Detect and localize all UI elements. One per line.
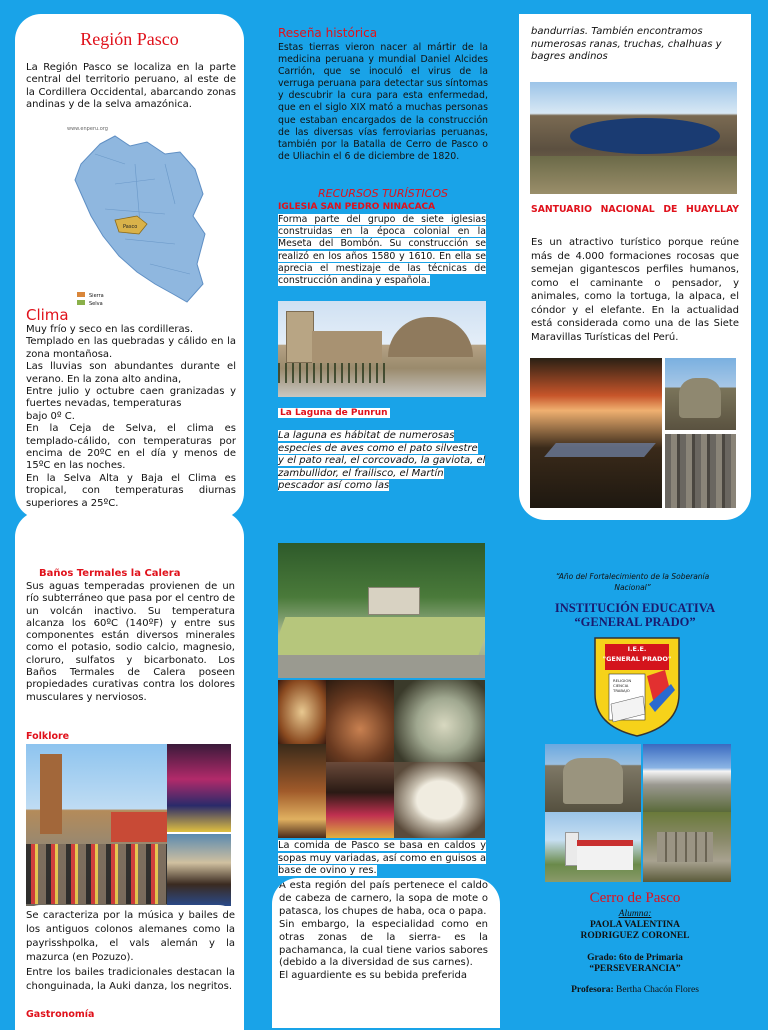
- folklore-dancers-photo-1: [167, 744, 231, 832]
- map-site-label: www.enperu.org: [67, 126, 108, 132]
- alumna-label: Alumna:: [618, 909, 652, 919]
- laguna-title: La Laguna de Punrun: [280, 408, 388, 418]
- food-photo-3: [394, 680, 485, 762]
- cover-mountain-photo: [643, 744, 731, 812]
- laguna-continued-text: bandurrias. También encontramos numerosas ranas, truchas, chalhuas y bagres andinos: [531, 26, 722, 62]
- profesora-label: Profesora:: [571, 985, 614, 996]
- laguna-text: La laguna es hábitat de numerosas especies de aves como el pato silvestre y el pato real, el corcovado, la gaviota, el zambullidor, el frailisco, el Martín pescador así como las: [278, 430, 486, 492]
- school-name-2: “GENERAL PRADO”: [574, 615, 696, 629]
- banos-text: Sus aguas temperadas provienen de un río subterráneo que pasa por el centro de un volcán inactivo. Su temperatura alcanza los 60ºC (140ºF) y entre sus componentes están diversos minerales como el potasio, sodio calcio, magnesio, cloruro, sulfatos y bicarbonato. Los Baños Termales de Calera poseen propiedades curativas contra los dolores musculares y nerviosos.: [26, 581, 235, 703]
- banos-panel: [15, 511, 244, 941]
- iglesia-text: Forma parte del grupo de siete iglesias construidas en la época colonial en la Meseta del Bombón. Su construcción se realizó en los años 1580 y 1610. En ella se aprecia el mestizaje de las técnicas de construcción andina y española.: [278, 214, 486, 287]
- food-photo-2: [326, 680, 394, 762]
- huayllay-sunset-photo: [530, 358, 662, 508]
- school-name-1: INSTITUCIÓN EDUCATIVA: [554, 601, 716, 615]
- shield-top-label: I.E.E.: [627, 645, 647, 653]
- huayllay-text: Es un atractivo turístico porque reúne más de 4.000 formaciones rocosas que semejan gigantescos perfiles humanos, como el caminante o pensador, y animales, como la tortuga, la alpaca, el cóndor y el elefante. En la actualidad está considerada como una de las Siete Maravillas Turísticas del Perú.: [531, 237, 739, 343]
- region-pasco-panel: [15, 14, 244, 519]
- peru-map: [55, 124, 215, 314]
- folklore-text-2: Entre los bailes tradicionales destacan la chonguinada, la Auki danza, los negritos.: [26, 967, 235, 992]
- iglesia-title: IGLESIA SAN PEDRO NINACACA: [278, 202, 436, 212]
- clima-text: [26, 324, 236, 510]
- folklore-dancers-photo-2: [167, 834, 231, 906]
- shield-name-label: "GENERAL PRADO": [602, 655, 672, 663]
- cover-rock-photo: [545, 744, 641, 812]
- motto: “Año del Fortalecimiento de la Soberanía Nacional”: [555, 572, 710, 592]
- gastro-para-3: Sin embargo, la especialidad como en otras zonas de la sierra- es la pachamanca, la cual tiene varios sabores (debido a la diversidad de sus carnes).: [279, 918, 488, 969]
- food-photo-people: [326, 762, 394, 838]
- map-pasco-label: Pasco: [123, 224, 138, 230]
- alumna-name-2: RODRIGUEZ CORONEL: [580, 931, 690, 942]
- gastro-para-1: La comida de Pasco se basa en caldos y sopas muy variadas, así como en guisos a base de ovino y res.: [278, 840, 486, 877]
- region-intro: La Región Pasco se localiza en la parte central del territorio peruano, al este de la Cordillera Occidental, abarcando zonas andinas y de la selva amazónica.: [26, 62, 236, 111]
- seccion: “PERSEVERANCIA”: [589, 963, 681, 974]
- clima-line: bajo 0º C.: [26, 410, 75, 422]
- gastro-para-2: A esta región del país pertenece el caldo de cabeza de carnero, la sopa de mote o patasca, los chupes de haba, oca o papa.: [279, 880, 488, 917]
- laguna-photo: [530, 82, 737, 194]
- huayllay-panel: [519, 14, 751, 520]
- food-photo-4: [278, 744, 326, 838]
- folklore-panel: [15, 905, 244, 1030]
- food-photo-1: [278, 680, 326, 744]
- grado: Grado: 6to de Primaria: [587, 952, 683, 963]
- gastronomia-title: Gastronomía: [26, 1009, 95, 1020]
- legend-selva: Selva: [89, 301, 103, 307]
- legend-sierra: Sierra: [89, 293, 104, 299]
- iglesia-photo: [278, 301, 486, 397]
- clima-line: Entre julio y octubre caen granizadas y fuertes nevadas, temperaturas: [26, 386, 236, 410]
- huayllay-title: SANTUARIO NACIONAL DE HUAYLLAY: [531, 204, 739, 215]
- gastro-para-4: El aguardiente es su bebida preferida: [279, 970, 467, 982]
- gastronomia-panel: [272, 878, 500, 1028]
- food-photo-soup: [394, 762, 485, 838]
- cover-church-photo: [545, 812, 641, 882]
- resena-block: [278, 26, 488, 163]
- peru-map-icon: [55, 124, 215, 314]
- clima-line: Templado en las quebradas y cálido en la zona montañosa.: [26, 336, 236, 360]
- resena-title: Reseña histórica: [278, 26, 378, 40]
- gastronomia-text-2: [279, 880, 488, 983]
- gastronomia-text: [278, 840, 486, 878]
- school-shield: [591, 634, 683, 738]
- folklore-parade-photo: [26, 744, 167, 906]
- clima-line: Las lluvias son abundantes durante el verano. En la zona alto andina,: [26, 361, 236, 385]
- stone-forest-photo-2: [665, 434, 736, 508]
- banos-title: Baños Termales la Calera: [39, 568, 181, 579]
- folklore-title: Folklore: [26, 731, 70, 742]
- profesora-name: Bertha Chacón Flores: [616, 985, 699, 996]
- clima-line: En la Ceja de Selva, el clima es templado-cálido, con temperaturas por encima de 20ºC en el día y menos de 15ºC en las noches.: [26, 423, 236, 472]
- clima-line: En la Selva Alta y Baja el Clima es tropical, con temperaturas diurnas superiores a 25ºC.: [26, 472, 236, 509]
- cover-ruins-photo: [643, 812, 731, 882]
- student-block: [520, 909, 750, 996]
- alumna-name-1: PAOLA VALENTINA: [589, 920, 680, 931]
- shield-book-label: RELIGION CIENCIA TRABAJO: [613, 678, 632, 693]
- recursos-title: RECURSOS TURÍSTICOS: [317, 187, 448, 200]
- region-title: Región Pasco: [80, 29, 179, 49]
- map-legend: [77, 292, 104, 308]
- place-name: Cerro de Pasco: [589, 890, 681, 906]
- folklore-text-1: Se caracteriza por la música y bailes de los antiguos colonos alemanes como la payrisshpolka, el vals alemán y la mazurca (en Pozuzo).: [26, 910, 235, 963]
- clima-line: Muy frío y seco en las cordilleras.: [26, 324, 194, 335]
- clima-title: Clima: [26, 306, 69, 324]
- calera-baths-photo: [278, 543, 485, 678]
- resena-text: Estas tierras vieron nacer al mártir de la medicina peruana y mundial Daniel Alcides Carrión, que se inoculó el virus de la verruga peruana para detectar sus síntomas y descubrir la cura para esta enfermedad, que en el siglo XIX mató a muchas personas que estaban encargados de la construcción de las diversas vías ferroviarias peruanas, también por la Batalla de Cerro de Pasco o de Uliachin el 6 de diciembre de 1820.: [278, 42, 488, 162]
- profesora-line: [520, 985, 750, 996]
- stone-forest-photo-1: [665, 358, 736, 430]
